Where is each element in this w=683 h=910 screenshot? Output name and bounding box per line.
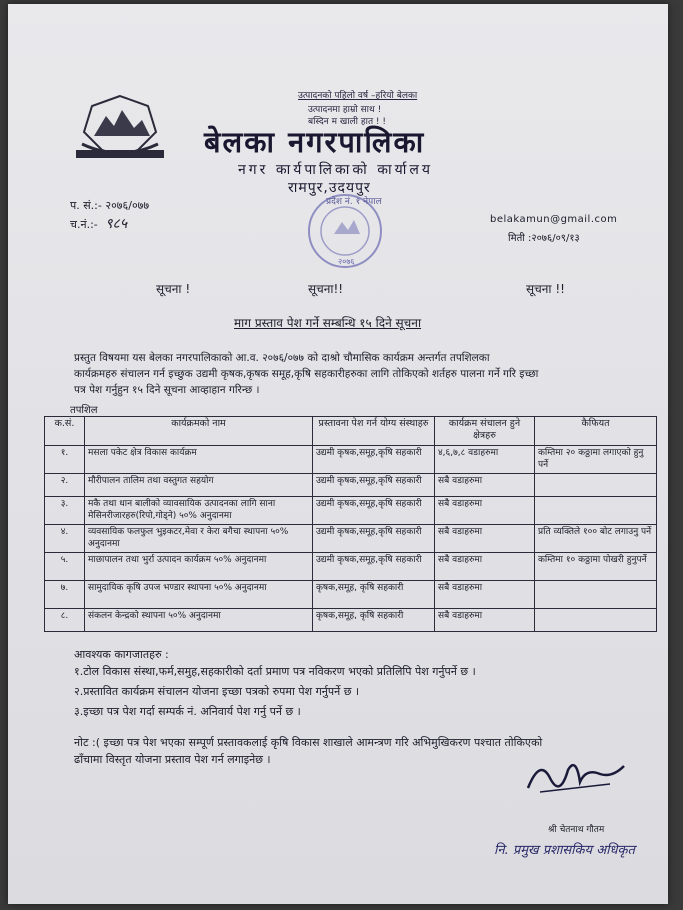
- cell-remarks: [535, 474, 657, 497]
- cell-program: व्यवसायिक फलफुल भुइकटर,मेवा र केरा बगैचा स्थापना ५०% अनुदानमा: [85, 525, 313, 553]
- cell-program: सामुदायिक कृषि उपज भण्डार स्थापना ५०% अनुदानमा: [85, 581, 313, 609]
- requirement-item: २.प्रस्तावित कार्यक्रम संचालन योजना इच्छा पत्रको रुपमा पेश गर्नुपर्ने छ ।: [74, 685, 360, 698]
- notice-word-2: सूचना!!: [308, 282, 344, 296]
- stamp-year: २०७६: [338, 257, 355, 266]
- table-row: [45, 525, 657, 553]
- header-program-name: कार्यक्रमको नाम: [85, 417, 313, 446]
- slogan-line-2: उत्पादनमा हाम्रो साथ !: [308, 105, 382, 115]
- table-row: [45, 553, 657, 581]
- cell-eligible: उद्यमी कृषक,समूह,कृषि सहकारी: [313, 553, 435, 581]
- body-line: कार्यक्रमहरु संचालन गर्न इच्छुक उद्यमी कृषक,कृषक समूह,कृषि सहकारीहरुका लागि तोकिएको शर्तहरु पालना गर्ने गरि इच्छा: [74, 368, 539, 380]
- cell-eligible: कृषक,समूह, कृषि सहकारी: [313, 581, 435, 609]
- cell-sn: ३.: [45, 497, 85, 525]
- cell-remarks: [535, 581, 657, 609]
- table-row: [45, 581, 657, 609]
- note-line: नोट :( इच्छा पत्र पेश भएका सम्पूर्ण प्रस्तावकलाई कृषि विकास शाखाले आमन्त्रण गरि अभिमुखिकरण पश्चात तोकिएको: [74, 736, 543, 749]
- requirements-title: आवश्यक कागजातहरु :: [74, 648, 169, 661]
- table-row: [45, 474, 657, 497]
- cell-remarks: [535, 609, 657, 632]
- cell-area: सबै वडाहरुमा: [435, 497, 535, 525]
- signature-icon: [520, 748, 630, 798]
- cell-program: मौरीपालन तालिम तथा वस्तुगत सहयोग: [85, 474, 313, 497]
- cell-program: मसला पकेट क्षेत्र विकास कार्यक्रम: [85, 446, 313, 474]
- header-eligible: प्रस्तावना पेश गर्न योग्य संस्थाहरु: [313, 417, 435, 446]
- table-row: [45, 497, 657, 525]
- cell-remarks: कम्तिमा २० कठ्ठामा लगाएको हुनु पर्ने: [535, 446, 657, 474]
- chalani-label: च.नं.:-: [70, 218, 98, 231]
- letter-date: मिती :२०७६/०९/१३: [508, 233, 580, 244]
- signer-name: श्री चेतनाथ गौतम: [548, 825, 605, 835]
- email-address: belakamun@gmail.com: [490, 214, 618, 225]
- stamp-text: प्रदेश नं. १ नेपाल: [326, 197, 382, 207]
- patra-label: प. सं.:-: [70, 199, 102, 212]
- cell-area: सबै वडाहरुमा: [435, 553, 535, 581]
- cell-eligible: उद्यमी कृषक,समूह,कृषि सहकारी: [313, 446, 435, 474]
- office-address: रामपुर,उदयपुर: [288, 180, 371, 196]
- cell-area: ४,६,७,८ वडाहरुमा: [435, 446, 535, 474]
- chalani-value: ९८५: [105, 216, 128, 232]
- cell-program: मकै तथा धान बालीको व्यावसायिक उत्पादनका लागि साना मेसिनरीजारहरु(रिपो,गोड्ने) ५०% अनुदानमा: [85, 497, 313, 525]
- cell-sn: ५.: [45, 553, 85, 581]
- requirement-item: १.टोल विकास संस्था,फर्म,समुह,सहकारीको दर्ता प्रमाण पत्र नविकरण भएको प्रतिलिपि पेश गर्नुपर्ने छ ।: [74, 665, 476, 678]
- cell-remarks: प्रति व्यक्तिले १०० बोट लगाउनु पर्ने: [535, 525, 657, 553]
- cell-sn: ८.: [45, 609, 85, 632]
- cell-remarks: [535, 497, 657, 525]
- table-caption: तपशिल: [70, 405, 98, 416]
- notice-subject: माग प्रस्ताव पेश गर्ने सम्बन्धि १५ दिने सूचना: [234, 316, 422, 330]
- office-subtitle: नगर कार्यपालिकाको कार्यालय: [238, 162, 433, 178]
- cell-eligible: कृषक,समूह, कृषि सहकारी: [313, 609, 435, 632]
- cell-program: संकलन केन्द्रको स्थापना ५०% अनुदानमा: [85, 609, 313, 632]
- office-name: बेलका नगरपालिका: [204, 125, 426, 159]
- requirement-item: ३.इच्छा पत्र पेश गर्दा सम्पर्क नं. अनिवार्य पेश गर्नु पर्ने छ ।: [74, 705, 301, 718]
- cell-sn: ७.: [45, 581, 85, 609]
- cell-eligible: उद्यमी कृषक,समूह,कृषि सहकारी: [313, 474, 435, 497]
- table-header-row: [45, 417, 657, 446]
- slogan-line-1: उत्पादनको पहिलो वर्ष –हरियो बेलका: [298, 91, 418, 101]
- cell-sn: १.: [45, 446, 85, 474]
- cell-remarks: कम्तिमा १० कठ्ठामा पोखरी हुनुपर्ने: [535, 553, 657, 581]
- cell-eligible: उद्यमी कृषक,समूह,कृषि सहकारी: [313, 525, 435, 553]
- cell-sn: २.: [45, 474, 85, 497]
- chalani-number: [70, 214, 127, 233]
- patra-value: २०७६/०७७: [105, 199, 150, 212]
- signer-designation: नि. प्रमुख प्रशासकिय अधिकृत: [494, 843, 635, 858]
- notice-word-1: सूचना !: [156, 282, 191, 296]
- patra-sankhya: [70, 198, 149, 213]
- nepal-emblem-icon: [72, 92, 168, 160]
- programs-table: [44, 416, 657, 632]
- notice-document: [8, 4, 668, 904]
- note-line: ढाँचामा विस्तृत योजना प्रस्ताव पेश गर्न लगाइनेछ ।: [74, 753, 271, 766]
- cell-area: सबै वडाहरुमा: [435, 474, 535, 497]
- notice-body: [74, 350, 662, 398]
- body-line: प्रस्तुत विषयमा यस बेलका नगरपालिकाको आ.व. २०७६/०७७ को दाश्रो चौमासिक कार्यक्रम अन्तर्गत तपशिलका: [74, 352, 490, 364]
- header-area: कार्यक्रम संचालन हुने क्षेत्रहरु: [435, 417, 535, 446]
- table-row: [45, 446, 657, 474]
- table-row: [45, 609, 657, 632]
- slogan-line-3: बस्दिन म खाली हात ! !: [308, 117, 387, 127]
- notice-word-3: सूचना !!: [526, 282, 565, 296]
- cell-area: सबै वडाहरुमा: [435, 581, 535, 609]
- header-sn: क.सं.: [45, 417, 85, 446]
- cell-area: सबै वडाहरुमा: [435, 525, 535, 553]
- cell-program: माछापालन तथा भुर्रा उत्पादन कार्यक्रम ५०% अनुदानमा: [85, 553, 313, 581]
- cell-sn: ४.: [45, 525, 85, 553]
- body-line: पत्र पेश गर्नुहुन १५ दिने सूचना आव्हाहान गरिन्छ ।: [74, 384, 260, 396]
- cell-area: सबै वडाहरुमा: [435, 609, 535, 632]
- cell-eligible: उद्यमी कृषक,समूह,कृषि सहकारी: [313, 497, 435, 525]
- header-remarks: कैफियत: [535, 417, 657, 446]
